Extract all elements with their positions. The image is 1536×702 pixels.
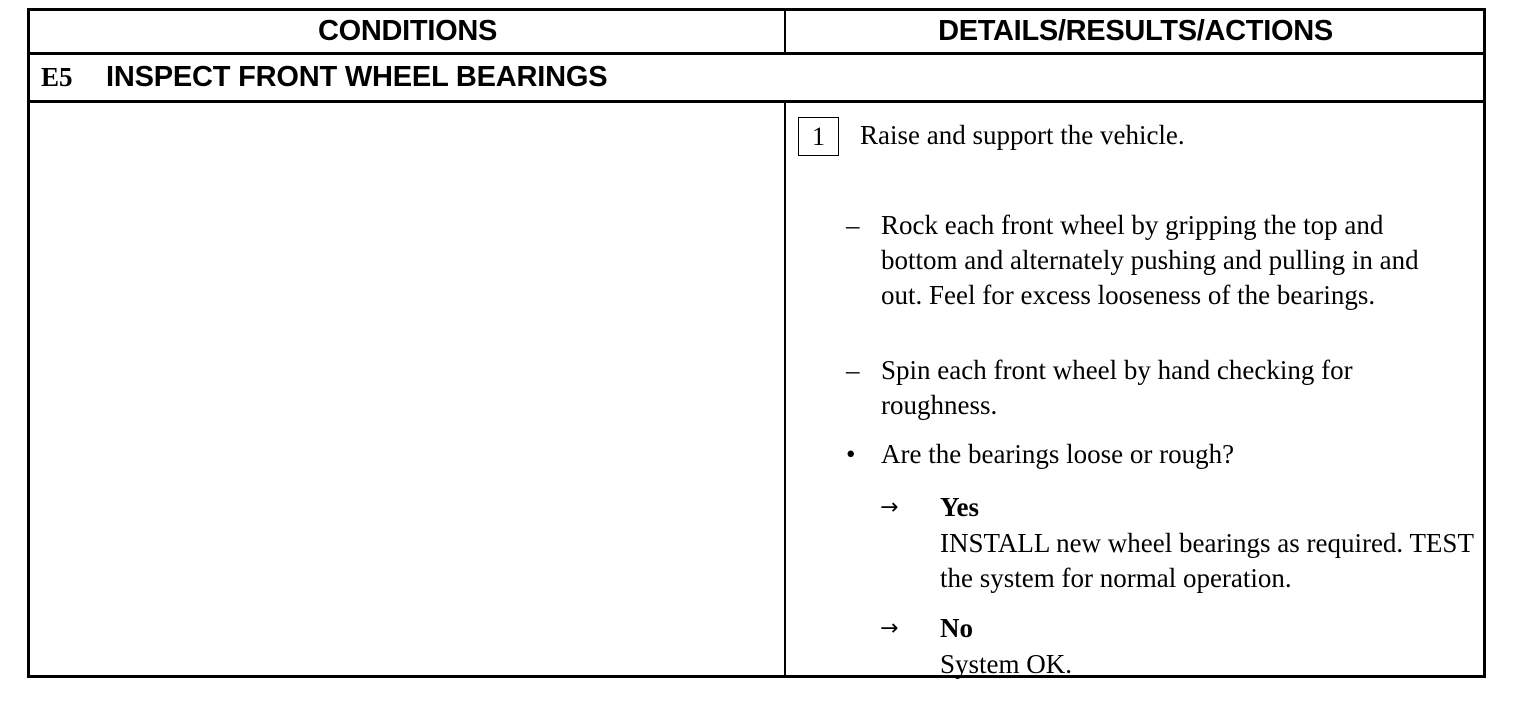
details-cell [786, 103, 1486, 678]
arrow-right-icon: → [880, 616, 899, 641]
step-instruction: Raise and support the vehicle. [860, 120, 1185, 150]
result-label: Yes [940, 492, 979, 522]
list-item-text: Rock each front wheel by gripping the top and bottom and alternately pushing and pulling in and out. Feel for excess looseness of the bearings. [881, 210, 1419, 310]
details-header: DETAILS/RESULTS/ACTIONS [938, 15, 1333, 47]
step-title-row [30, 55, 1483, 103]
list-item [846, 208, 1461, 313]
list-item-text: Spin each front wheel by hand checking for roughness. [881, 355, 1353, 420]
table-body-row [30, 103, 1483, 678]
dash-mark: – [846, 210, 860, 240]
step-id: E5 [41, 62, 73, 92]
step-title: INSPECT FRONT WHEEL BEARINGS [106, 61, 608, 93]
list-item [846, 353, 1461, 423]
bullet-mark: • [846, 439, 856, 469]
question-item [846, 437, 1461, 472]
diagnostic-table [27, 8, 1486, 678]
conditions-header: CONDITIONS [317, 15, 498, 47]
result-action: System OK. [940, 649, 1073, 679]
step-number-box: 1 [798, 117, 839, 156]
dash-mark: – [846, 355, 860, 385]
question-text: Are the bearings loose or rough? [881, 439, 1235, 469]
result-label: No [940, 613, 973, 643]
arrow-right-icon: → [880, 495, 899, 520]
result-action: INSTALL new wheel bearings as required. TEST the system for normal operation. [940, 528, 1474, 593]
conditions-cell [30, 103, 784, 678]
table-header-row [30, 11, 1483, 55]
